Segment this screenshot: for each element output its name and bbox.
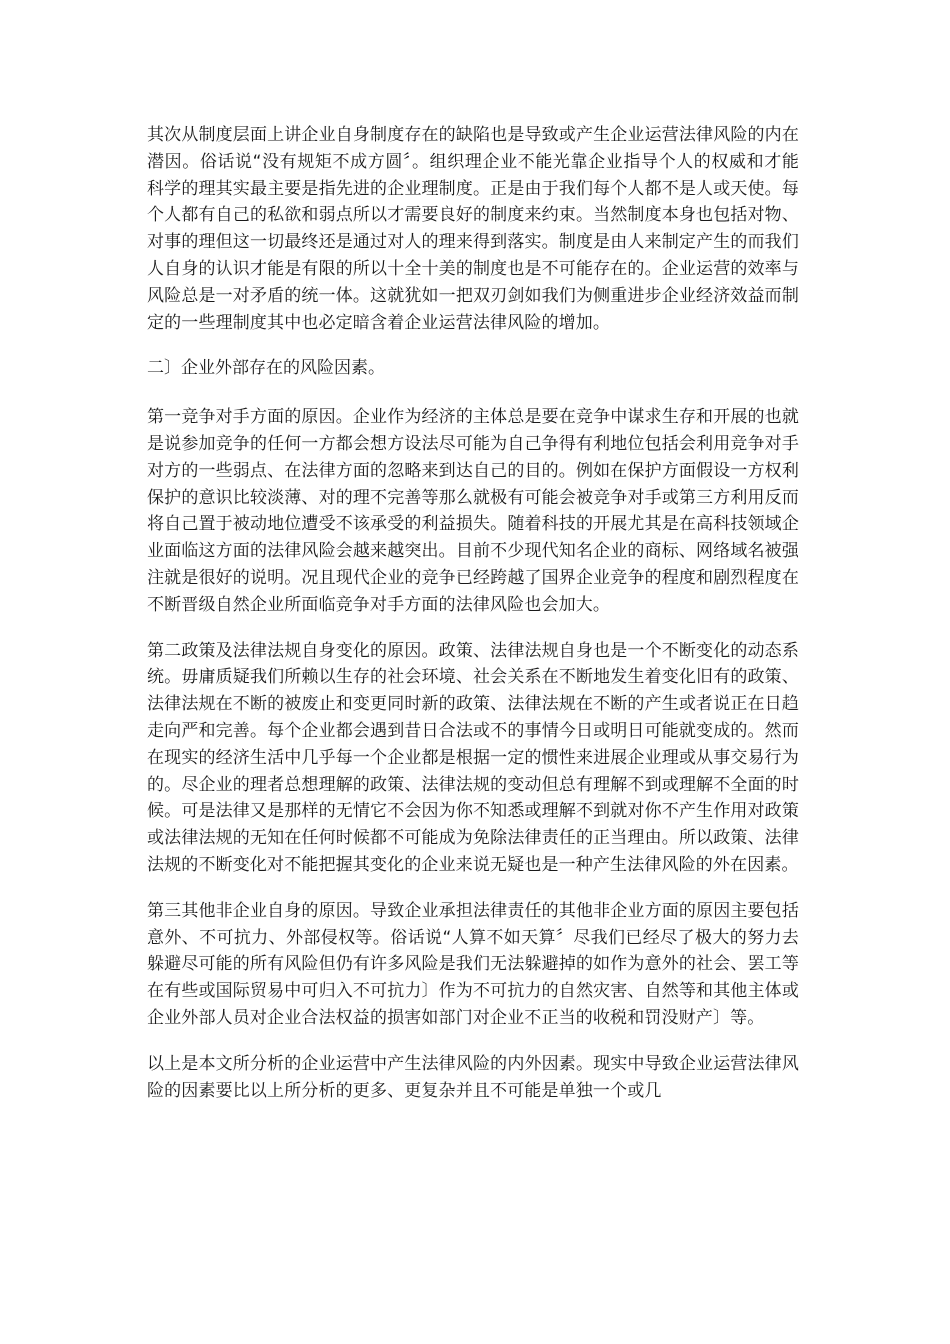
document-page <box>147 122 799 1123</box>
paragraph-summary: 以上是本文所分析的企业运营中产生法律风险的内外因素。现实中导致企业运营法律风险的因素要比以上所分析的更多、更复杂并且不可能是单独一个或几 <box>147 1053 799 1101</box>
paragraph-institutional-defects: 其次从制度层面上讲企业自身制度存在的缺陷也是导致或产生企业运营法律风险的内在潜因。俗话说“没有规矩不成方圆〞。组织理企业不能光靠企业指导个人的权威和才能科学的理其实最主要是指先进的企业理制度。正是由于我们每个人都不是人或天使。每个人都有自己的私欲和弱点所以才需要良好的制度来约束。当然制度本身也包括对物、对事的理但这一切最终还是通过对人的理来得到落实。制度是由人来制定产生的而我们人自身的认识才能是有限的所以十全十美的制度也是不可能存在的。企业运营的效率与风险总是一对矛盾的统一体。这就犹如一把双刃剑如我们为侧重进步企业经济效益而制定的一些理制度其中也必定暗含着企业运营法律风险的增加。 <box>147 125 799 333</box>
section-heading-external-risks: 二〕企业外部存在的风险因素。 <box>147 358 385 379</box>
paragraph-competitors: 第一竞争对手方面的原因。企业作为经济的主体总是要在竞争中谋求生存和开展的也就是说参加竞争的任何一方都会想方设法尽可能为自己争得有利地位包括会利用竞争对手对方的一些弱点、在法律方面的忽略来到达自己的目的。例如在保护方面假设一方权利保护的意识比较淡薄、对的理不完善等那么就极有可能会被竞争对手或第三方利用反而将自己置于被动地位遭受不该承受的利益损失。随着科技的开展尤其是在高科技领域企业面临这方面的法律风险会越来越突出。目前不少现代知名企业的商标、网络域名被强注就是很好的说明。况且现代企业的竞争已经跨越了国界企业竞争的程度和剧烈程度在不断晋级自然企业所面临竞争对手方面的法律风险也会加大。 <box>147 407 799 615</box>
paragraph-policy-changes: 第二政策及法律法规自身变化的原因。政策、法律法规自身也是一个不断变化的动态系统。毋庸质疑我们所赖以生存的社会环境、社会关系在不断地发生着变化旧有的政策、法律法规在不断的被废止和变更同时新的政策、法律法规在不断的产生或者说正在日趋走向严和完善。每个企业都会遇到昔日合法或不的事情今日或明日可能就变成的。然而在现实的经济生活中几乎每一个企业都是根据一定的惯性来进展企业理或从事交易行为的。尽企业的理者总想理解的政策、法律法规的变动但总有理解不到或理解不全面的时候。可是法律又是那样的无情它不会因为你不知悉或理解不到就对你不产生作用对政策或法律法规的无知在任何时候都不可能成为免除法律责任的正当理由。所以政策、法律法规的不断变化对不能把握其变化的企业来说无疑也是一种产生法律风险的外在因素。 <box>147 640 799 875</box>
paragraph-other-causes: 第三其他非企业自身的原因。导致企业承担法律责任的其他非企业方面的原因主要包括意外、不可抗力、外部侵权等。俗话说“人算不如天算〞尽我们已经尽了极大的努力去躲避尽可能的所有风险但仍有许多风险是我们无法躲避掉的如作为意外的社会、罢工等在有些或国际贸易中可归入不可抗力〕作为不可抗力的自然灾害、自然等和其他主体或企业外部人员对企业合法权益的损害如部门对企业不正当的收税和罚没财产〕等。 <box>147 900 799 1028</box>
